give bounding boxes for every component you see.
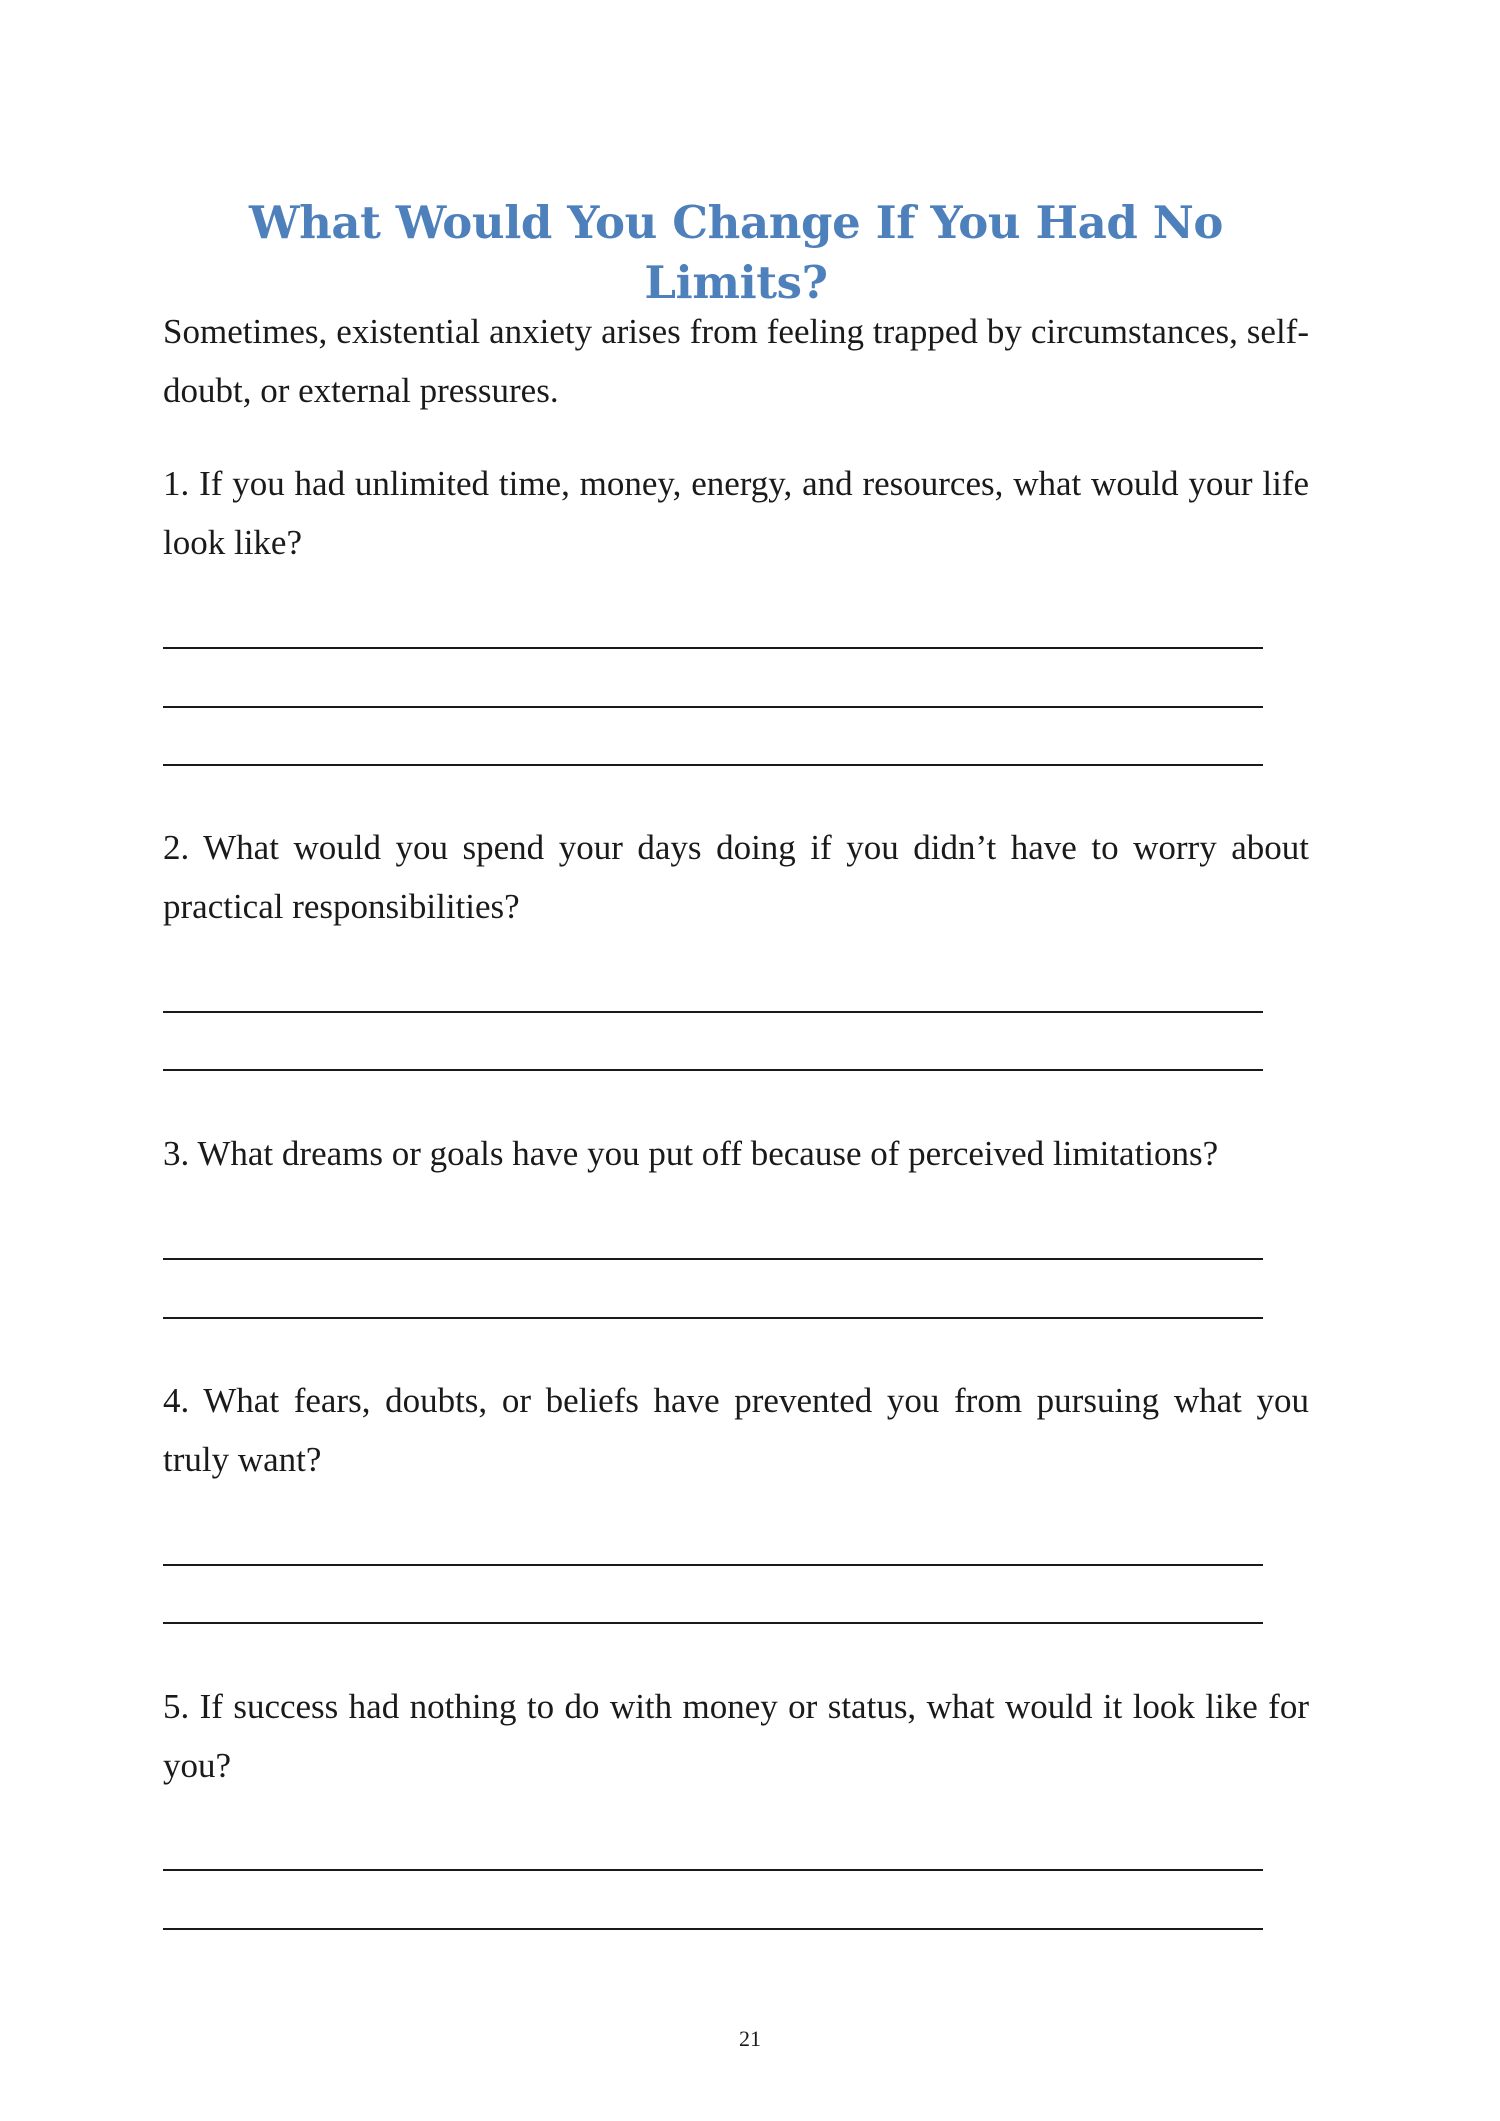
answer-line-1-1[interactable]: [163, 647, 1263, 649]
answer-line-2-2[interactable]: [163, 1069, 1263, 1071]
page-title: What Would You Change If You Had No Limits?: [248, 196, 1224, 309]
intro-paragraph: Sometimes, existential anxiety arises from feeling trapped by circumstances, self-doubt, or external pressures.: [163, 312, 1309, 410]
question-1: 1. If you had unlimited time, money, energy, and resources, what would your life look like?: [163, 464, 1309, 562]
answer-line-4-1[interactable]: [163, 1564, 1263, 1566]
answer-line-1-3[interactable]: [163, 764, 1263, 766]
answer-line-5-1[interactable]: [163, 1869, 1263, 1871]
answer-line-4-2[interactable]: [163, 1622, 1263, 1624]
answer-line-3-2[interactable]: [163, 1317, 1263, 1319]
answer-line-2-1[interactable]: [163, 1011, 1263, 1013]
question-3: 3. What dreams or goals have you put off because of perceived limitations?: [163, 1134, 1219, 1173]
question-2: 2. What would you spend your days doing if you didn’t have to worry about practical responsibilities?: [163, 828, 1309, 926]
answer-line-5-2[interactable]: [163, 1928, 1263, 1930]
answer-line-3-1[interactable]: [163, 1258, 1263, 1260]
question-5: 5. If success had nothing to do with money or status, what would it look like for you?: [163, 1687, 1309, 1785]
question-4: 4. What fears, doubts, or beliefs have prevented you from pursuing what you truly want?: [163, 1381, 1309, 1479]
page-number: 21: [739, 2026, 761, 2051]
answer-line-1-2[interactable]: [163, 706, 1263, 708]
